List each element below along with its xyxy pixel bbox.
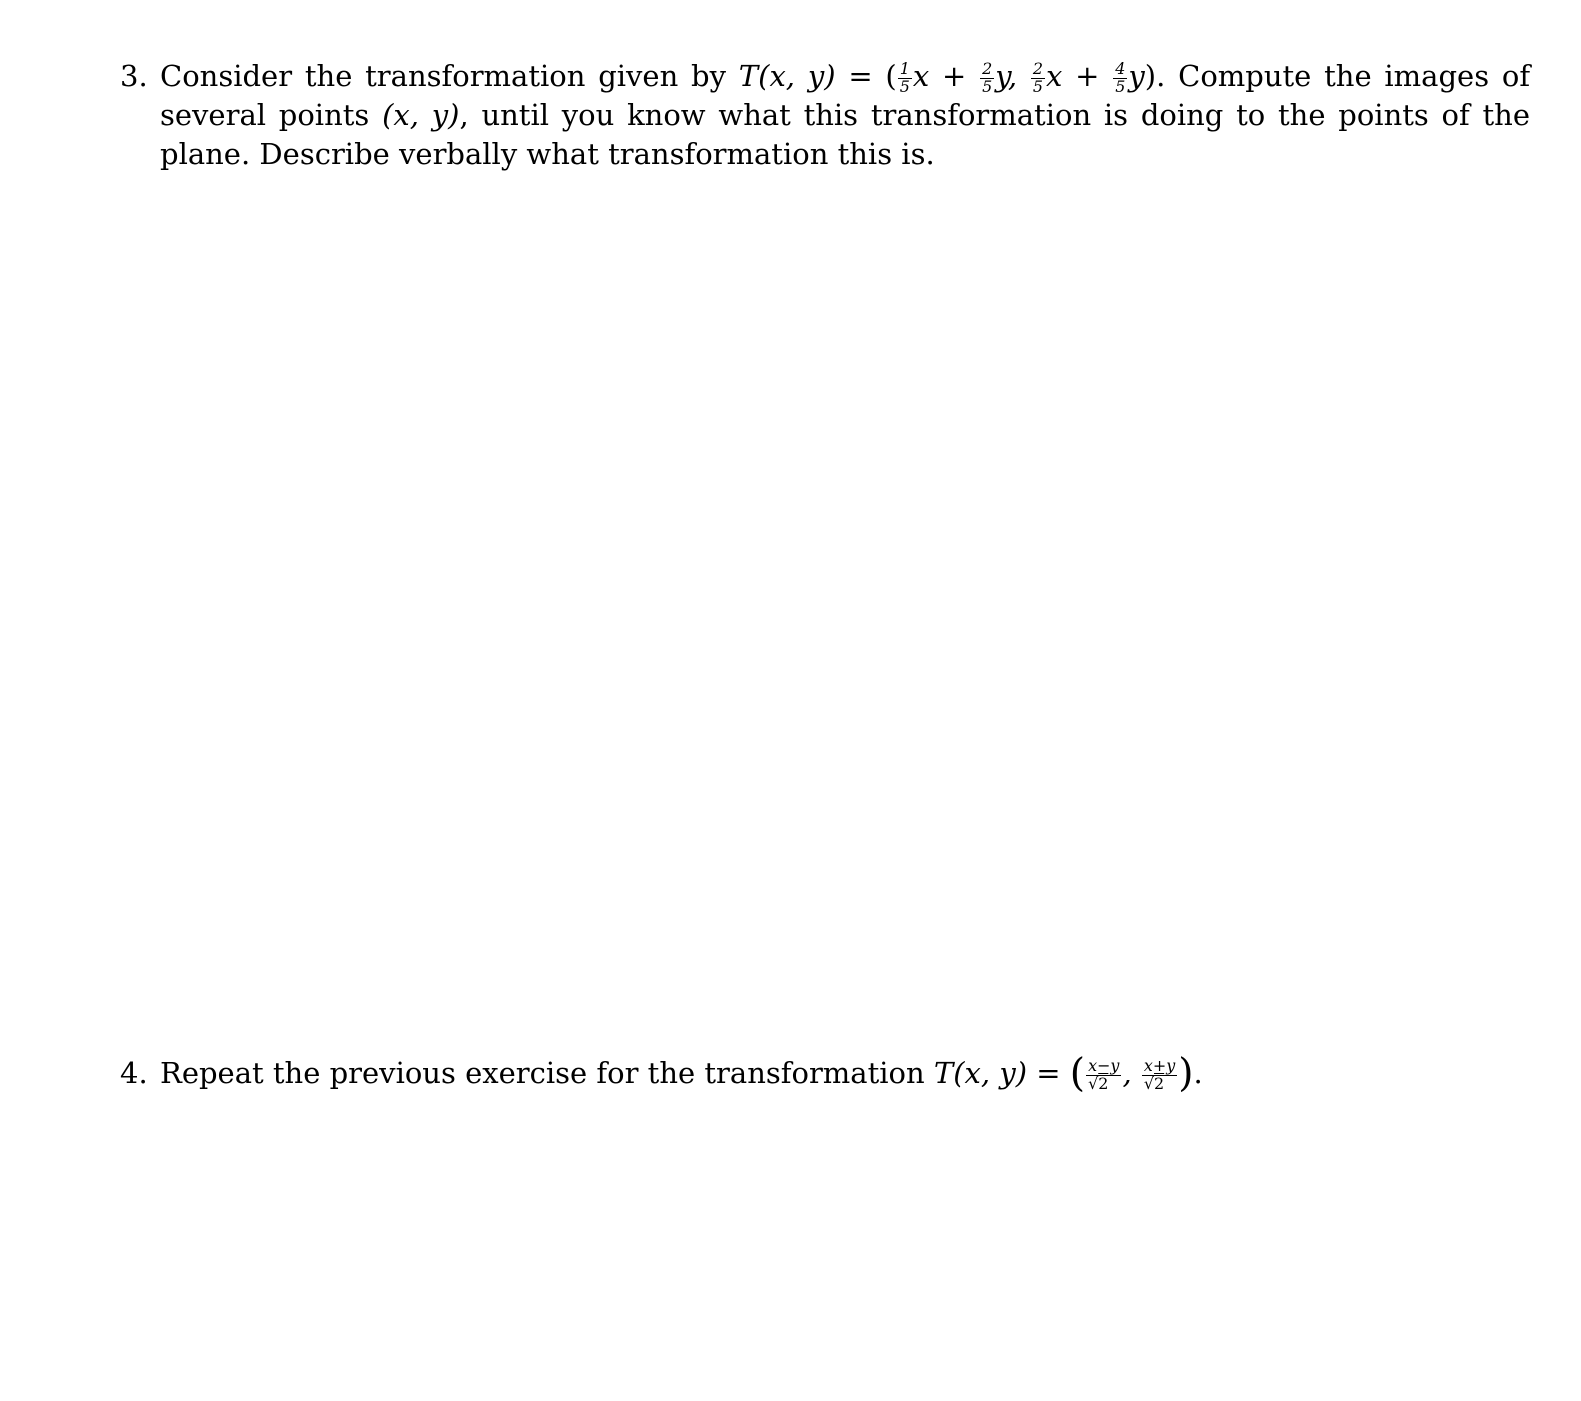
problem-number: 4. <box>120 1056 148 1090</box>
fraction: $\frac{2}{5}$ <box>1032 58 1043 96</box>
problem-4 <box>120 1051 1320 1097</box>
problem-intro: Repeat the previous exercise for the transformation <box>160 1056 925 1090</box>
problem-4-text <box>160 1051 1320 1097</box>
transformation-formula: T(x, y) = ( $\frac{1}{5}$ x + $\frac{2}{5}$ y, $\frac{2}{5}$ x + $\frac{4}{5}$ y) <box>738 58 1157 96</box>
problem-text-middle: . Compute the images of several points <box>160 59 1531 132</box>
problem-text-end: , until you know what this transformation is doing to the points of the plane. Describe verbally what transformation this is. <box>160 98 1531 171</box>
problem-intro: Consider the transformation given by <box>160 59 726 93</box>
problem-3 <box>120 57 1530 174</box>
fraction: $\frac{2}{5}$ <box>982 58 993 96</box>
formula-lhs: T(x, y) <box>933 1056 1028 1090</box>
sentence-end: . <box>1193 1056 1203 1090</box>
fraction: $\frac{x+y}{√2}$ <box>1143 1055 1176 1093</box>
equals-sign: = <box>848 59 873 93</box>
fraction: $\frac{x-y}{√2}$ <box>1088 1055 1120 1093</box>
problem-3-text <box>160 57 1530 174</box>
point-notation: (x, y) <box>382 98 460 132</box>
problem-number: 3. <box>120 59 148 93</box>
formula-lhs: T(x, y) <box>738 59 836 93</box>
fraction: $\frac{4}{5}$ <box>1115 58 1126 96</box>
transformation-formula: T(x, y) = ( $\frac{x-y}{√2}$ , $\frac{x+y}{√2}$ ) <box>933 1051 1194 1097</box>
equals-sign: = <box>1036 1056 1061 1090</box>
fraction: $\frac{1}{5}$ <box>899 58 910 96</box>
